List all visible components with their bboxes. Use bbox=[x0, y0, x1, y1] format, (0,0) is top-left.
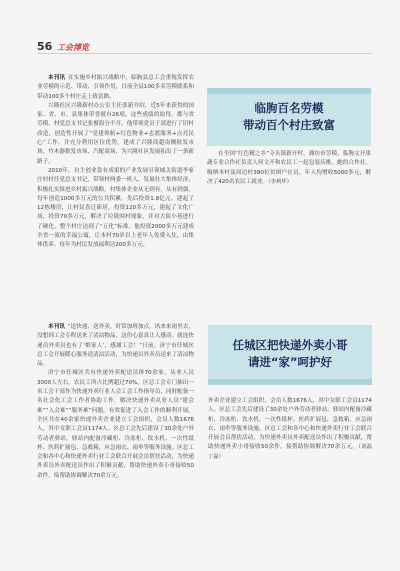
article1-right-column bbox=[207, 150, 371, 187]
brand-logo: 工会博览 bbox=[57, 43, 89, 52]
article1-title-box bbox=[207, 88, 371, 146]
article1-credit: （李利华） bbox=[268, 178, 292, 185]
article2-paragraph-2-continued: 外卖企业建立工会组织，会员人数1676人，其中女职工会员1174人。区总工会先后建设了30余处户外劳动者驿站，驿站内配备冷藏柜、冷冻柜、饮水机、一次性纸杯、医药扩展包、急救箱、应急雨衣、雨伞等服务设施。区总工会和各中心和快递外卖行业工会联合开展会员帮扶活动，为快递外卖员外卖配送员作出了积极贡献，帮助快递外卖小哥接收50余件，接帮助协调解决70余万元。（刘磊 丁磊） bbox=[208, 398, 378, 460]
article2-p1-text: “送快递、送外卖，时常加班加点，风来来雨里去，没想到工会专程送来了清凉物品，这份心意真让人感动。就连快递员外卖员也有了‘娘家人’，感谢工会！”日前，济宁市任城区总工会开展暖心服务送清凉活动，为快递员外卖员送来了清凉物品。 bbox=[37, 324, 194, 368]
article1-paragraph-4 bbox=[207, 150, 371, 187]
article1-paragraph-3: 2010年，自主创业靠有成果的产业发展引领城关街道李家庄村村任党总支书记，带领村两委一班人，发展壮大集体经济，积极扎实推进乡村振兴战略。村集体企业从无到有，从有到强，每年创造1000多万元的公共积累。先后投资1.8亿元，建起了12栋楼房，让村民喜迁新居，投资120多万元，建起了文化广场，投资70多万元，解决了垃圾围村现象，并对大街小巷进行了硬化，整个村庄达到了“五化”标准。他投资2000多万元建成全省一流的幸福公寓，让本村70岁以上老年人免费入住，由集体供养。每年为村民发放福利达200多万元。 bbox=[37, 167, 194, 249]
header-divider bbox=[37, 53, 372, 54]
article2-title-box bbox=[208, 325, 372, 385]
article2-right-column bbox=[208, 397, 378, 462]
article1-title-line-1: 临朐百名劳模 bbox=[254, 101, 324, 115]
article1-p4-text: 在全国“红色精之乡”寺头镇新开村，潍坊市劳模、临朐文开果蔬专业合作社负责人何文开和农民工一起包装庆桃。她的合作社，吸纳本村及周边村380位贫困户社员，年人均增收5000多元，解决了420名农民工就业。 bbox=[207, 151, 371, 185]
article1-left-column bbox=[37, 74, 194, 249]
article2-paragraph-1 bbox=[37, 323, 194, 369]
article2-lead-label: 本刊讯 bbox=[48, 324, 65, 330]
article2-title-line-2: 请进“家”呵护好 bbox=[247, 355, 333, 369]
article2-paragraph-2: 济宁市任城区共有快递外卖配送员体70余家，从业人员3000人左右，农民工所占比例超过70%。区总工会专门抽出一名工会干部作为快递外卖行业人会工会工作指导员，同时配备一名社会化工会工作者协助工作，解决快递外卖从业人员“建会难”“入会难”“服务难”问题，有效促进了入会工作的顺利开展。全区共在40余家快递外卖企业建立工会组织，会员人数1676人，其中女职工会员1174人。区总工会先后建设了30余处户外劳动者驿站，驿站内配备冷藏柜、冷冻柜、饮水机、一次性纸杯、医药扩展包、急救箱、应急雨衣、雨伞等服务设施。区总工会和各中心和快递外卖行业工会联合开展会员帮扶活动，为快递外卖员外卖配送员作出了积极贡献，帮助快递外卖小哥接收50余件，接帮助协调解决70余万元。 bbox=[37, 370, 194, 479]
title-box-top-bar bbox=[207, 88, 371, 94]
article1-paragraph-1 bbox=[37, 74, 194, 102]
article2-title-line-1: 任城区把快递外卖小哥 bbox=[232, 338, 348, 352]
title-box-bottom-bar bbox=[208, 379, 372, 385]
article1-title-line-2: 带动百个村庄致富 bbox=[243, 118, 335, 132]
article1-lead-label: 本刊讯 bbox=[48, 75, 66, 81]
article1-paragraph-2: 兴隆社区兴隆新村办公室主任张新介绍，近5年来获得的国家、省、市、县集体荣誉就有26项。这些成绩的取得，都与省劳模、村党总支书记张俊海分不开。他带领党员干部进行了旧村改造，创造性开展了“党建领航+红色物业+志愿服务+点亮民心”工作，并充分利用区位优势，建成了兴隆商超南侧批发市场、竹木器批发市场、汽配商场，为兴隆社区发展拓出了一条新路子。 bbox=[37, 102, 194, 165]
article2-left-column bbox=[37, 323, 194, 479]
article2-credit: （刘磊 丁磊） bbox=[208, 444, 378, 460]
page-number: 56 bbox=[37, 40, 53, 53]
article1-p1-text: 在实施乡村振兴战略中，临朐县总工会重视发挥农业劳模的示范、带动、引领作用，目前全县100多名劳模联系和带动100多个村庄走上致富路。 bbox=[37, 75, 194, 100]
